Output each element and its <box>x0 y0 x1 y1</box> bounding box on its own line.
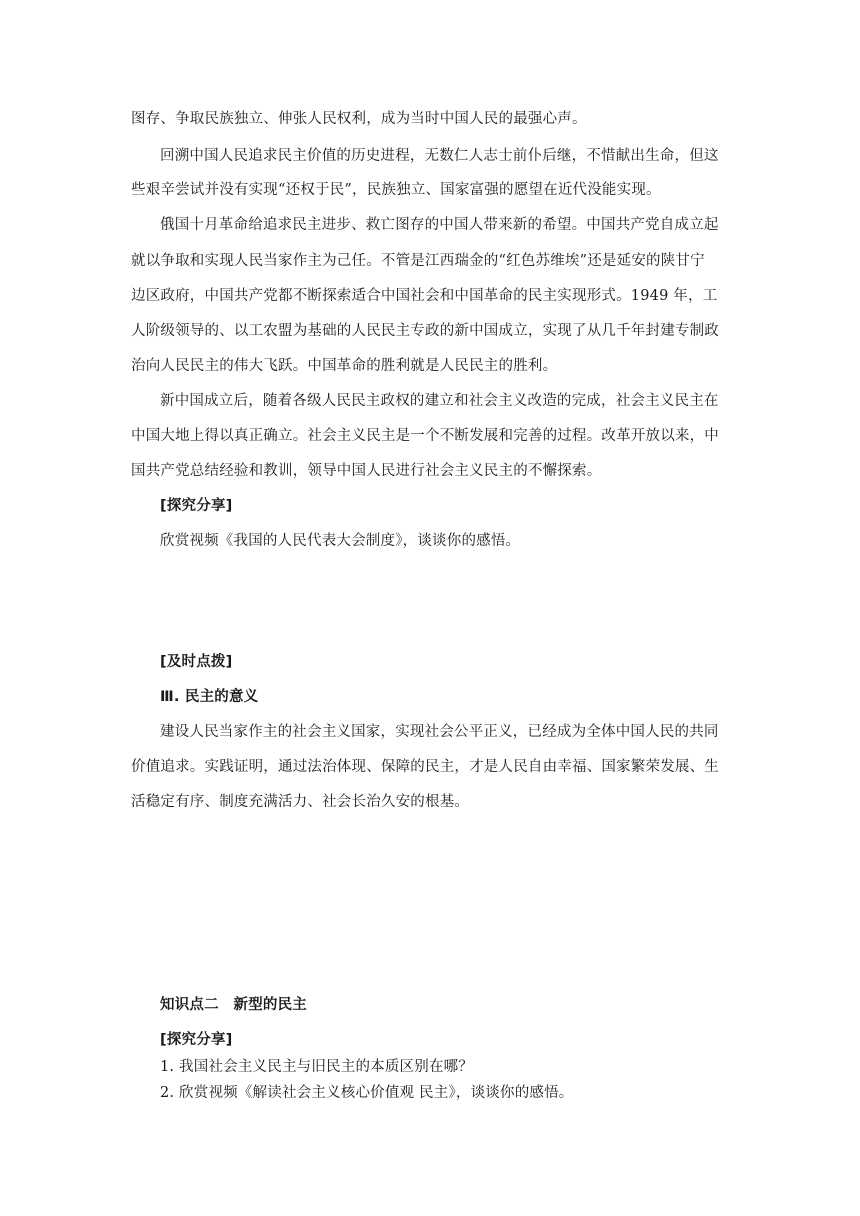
question-line: 2. 欣赏视频《解读社会主义核心价值观 民主》，谈谈你的感悟。 <box>160 1085 574 1101</box>
section-heading: 知识点二 新型的民主 <box>160 997 307 1013</box>
section-heading: [探究分享] <box>160 1032 233 1048</box>
paragraph-line: 国共产党总结经验和教训，领导中国人民进行社会主义民主的不懈探索。 <box>131 463 602 479</box>
section-heading: Ⅲ. 民主的意义 <box>160 689 259 705</box>
paragraph-line: 欣赏视频《我国的人民代表大会制度》，谈谈你的感悟。 <box>160 533 521 549</box>
paragraph-line: 些艰辛尝试并没有实现“还权于民”，民族独立、国家富强的愿望在近代没能实现。 <box>131 182 661 198</box>
section-heading: [探究分享] <box>160 498 233 514</box>
paragraph-line: 治向人民民主的伟大飞跃。中国革命的胜利就是人民民主的胜利。 <box>131 358 558 374</box>
paragraph-line: 就以争取和实现人民当家作主为己任。不管是江西瑞金的“红色苏维埃”还是延安的陕甘宁 <box>131 253 705 269</box>
paragraph-line: 新中国成立后，随着各级人民民主政权的建立和社会主义改造的完成，社会主义民主在 <box>160 393 719 409</box>
paragraph-line: 人阶级领导的、以工农盟为基础的人民民主专政的新中国成立，实现了从几千年封建专制政 <box>131 323 719 339</box>
paragraph-line: 价值追求。实践证明，通过法治体现、保障的民主，才是人民自由幸福、国家繁荣发展、生 <box>131 759 719 775</box>
paragraph-line: 回溯中国人民追求民主价值的历史进程，无数仁人志士前仆后继，不惜献出生命，但这 <box>160 148 719 164</box>
paragraph-line: 中国大地上得以真正确立。社会主义民主是一个不断发展和完善的过程。改革开放以来，中 <box>131 428 719 444</box>
paragraph-line: 边区政府，中国共产党都不断探索适合中国社会和中国革命的民主实现形式。1949 年，工 <box>131 288 718 304</box>
paragraph-line: 图存、争取民族独立、伸张人民权利，成为当时中国人民的最强心声。 <box>131 111 587 127</box>
question-line: 1. 我国社会主义民主与旧民主的本质区别在哪？ <box>160 1059 474 1075</box>
section-heading: [及时点拨] <box>160 654 233 670</box>
paragraph-line: 俄国十月革命给追求民主进步、救亡图存的中国人带来新的希望。中国共产党自成立起 <box>160 217 719 233</box>
paragraph-line: 建设人民当家作主的社会主义国家，实现社会公平正义，已经成为全体中国人民的共同 <box>160 724 719 740</box>
paragraph-line: 活稳定有序、制度充满活力、社会长治久安的根基。 <box>131 794 470 810</box>
